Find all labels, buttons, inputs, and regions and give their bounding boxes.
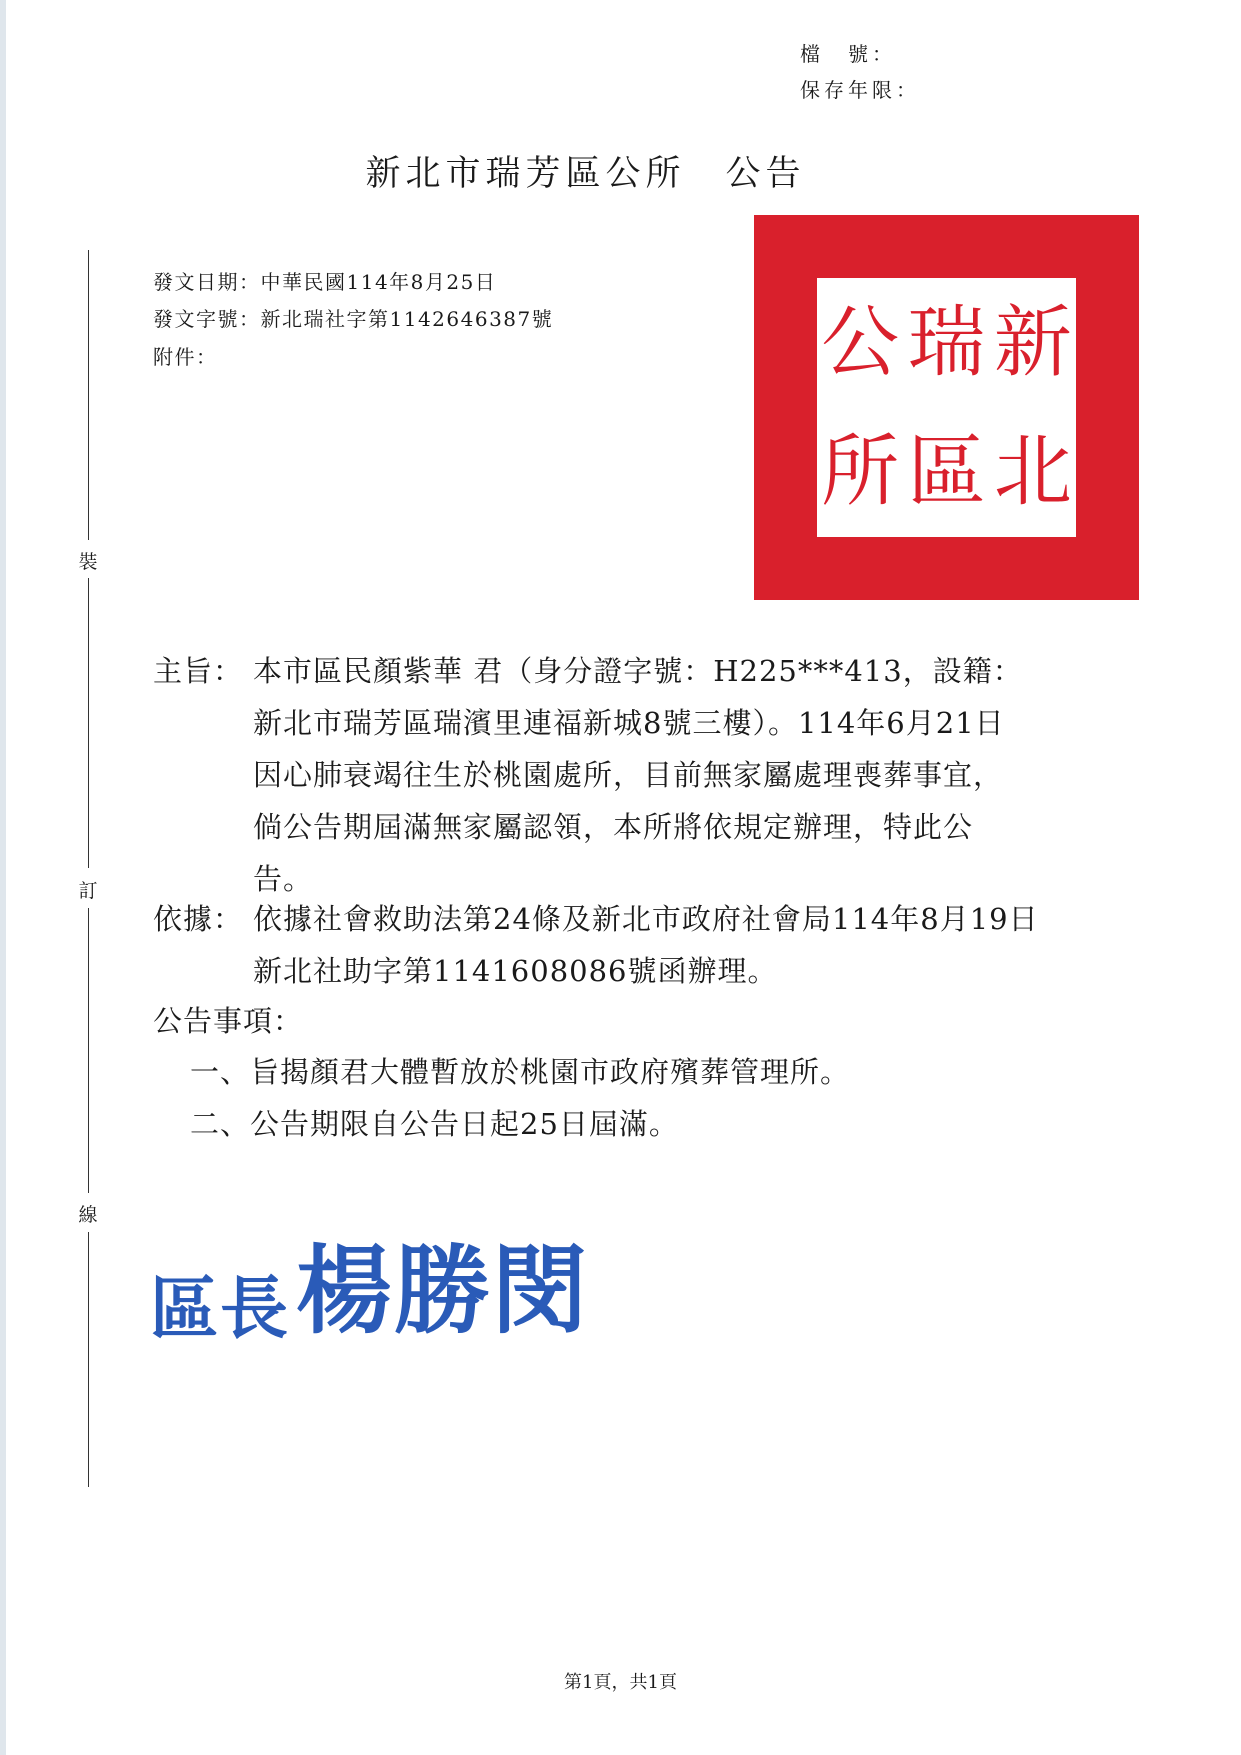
seal-char: 瑞 [907,297,986,388]
binding-mark-xian: 線 [78,1204,98,1226]
notice-item: 二、公告期限自公告日起25日屆滿。 [190,1107,679,1141]
official-seal [754,215,1139,600]
binding-mark-ding: 訂 [78,880,98,902]
notice-label: 公告事項： [153,1004,304,1038]
seal-char: 新 [993,297,1072,388]
director-signature-stamp [150,1215,590,1352]
page-edge [0,0,6,1755]
basis-line: 新北社助字第1141608086號函辦理。 [253,954,778,988]
issue-reference-number: 發文字號：新北瑞社字第1142646387號 [153,307,554,331]
signature-name: 楊勝閔 [296,1234,591,1347]
seal-char: 北 [993,427,1072,518]
subject-line: 因心肺衰竭往生於桃園處所，目前無家屬處理喪葬事宜， [253,758,1004,792]
document-title: 新北市瑞芳區公所 公告 [365,154,806,194]
file-number-label: 檔 號： [800,42,896,66]
subject-line: 新北市瑞芳區瑞濱里連福新城8號三樓）。114年6月21日 [253,706,1005,740]
subject-line: 告。 [253,862,314,896]
subject-label: 主旨： [153,654,244,688]
binding-line-segment [88,1232,89,1487]
issue-date: 發文日期：中華民國114年8月25日 [153,270,497,294]
seal-character-grid [817,278,1076,537]
attachment-label: 附件： [153,345,218,369]
subject-line: 倘公告期屆滿無家屬認領，本所將依規定辦理，特此公 [253,810,974,844]
seal-char: 區 [907,427,986,518]
retention-period-label: 保存年限： [800,78,920,102]
seal-frame [814,275,1079,540]
binding-line-segment [88,908,89,1193]
subject-line: 本市區民顏紫華 君（身分證字號：H225***413，設籍： [253,654,1023,688]
signature-title: 區長 [150,1269,291,1349]
binding-line-segment [88,250,89,540]
seal-char: 公 [821,297,900,388]
basis-line: 依據社會救助法第24條及新北市政府社會局114年8月19日 [253,902,1039,936]
seal-char: 所 [821,427,900,518]
basis-label: 依據： [153,902,244,936]
binding-line-segment [88,578,89,868]
page-number: 第1頁，共1頁 [564,1672,677,1693]
subject-text [253,645,1108,905]
basis-text [253,893,1108,997]
notice-item: 一、旨揭顏君大體暫放於桃園市政府殯葬管理所。 [190,1055,851,1089]
binding-mark-zhuang: 裝 [78,551,98,573]
